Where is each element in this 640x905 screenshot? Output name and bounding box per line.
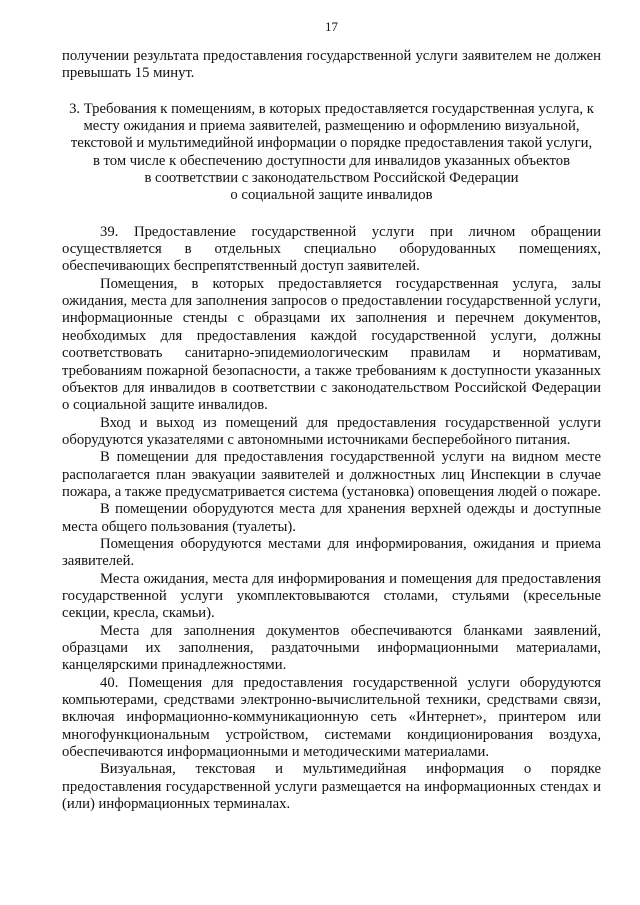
- paragraph-40: 40. Помещения для предоставления государственной услуги оборудуются компьютерами, средствами электронно-вычислительной техники, средствами связи, включая информационно-коммуникационную сеть «Интернет», принтером или многофункциональным устройством, системами кондиционирования воздуха, обеспечиваются информационными и методическими материалами.: [62, 674, 601, 761]
- document-body: [62, 48, 601, 813]
- paragraph-entrance-exit: Вход и выход из помещений для предоставления государственной услуги оборудуются указателями с автономными источниками бесперебойного питания.: [62, 414, 601, 448]
- heading-line: в соответствии с законодательством Российской Федерации: [144, 170, 519, 187]
- paragraph-evacuation-plan: В помещении для предоставления государственной услуги на видном месте располагается план эвакуации заявителей и должностных лиц Инспекции в случае пожара, а также предусматривается система (установка) оповещения людей о пожаре.: [62, 449, 601, 500]
- paragraph-furniture: Места ожидания, места для информирования и помещения для предоставления государственной услуги укомплектовываются столами, стульями (кресельные секции, кресла, скамьи).: [62, 570, 601, 622]
- continuation-paragraph: получении результата предоставления государственной услуги заявителем не должен превышать 15 минут.: [62, 48, 601, 82]
- heading-line: в том числе к обеспечению доступности для инвалидов указанных объектов: [92, 152, 571, 169]
- section-heading: [62, 101, 601, 205]
- paragraph-premises-requirements: Помещения, в которых предоставляется государственная услуга, залы ожидания, места для заполнения запросов о предоставлении государственной услуги, информационные стенды с образцами их заполнения и перечнем документов, необходимых для предоставления каждой государственной услуги, должны соответствовать санитарно-эпидемиологическим правилам и нормативам, требованиям пожарной безопасности, а также требованиям к доступности указанных объектов для инвалидов в соответствии с законодательством Российской Федерации о социальной защите инвалидов.: [62, 275, 601, 414]
- page-number: 17: [325, 19, 338, 34]
- paragraph-cloakroom: В помещении оборудуются места для хранения верхней одежды и доступные места общего пользования (туалеты).: [62, 501, 601, 535]
- heading-line: текстовой и мультимедийной информации о порядке предоставления такой услуги,: [70, 135, 593, 152]
- paragraph-waiting-areas: Помещения оборудуются местами для информирования, ожидания и приема заявителей.: [62, 535, 601, 570]
- heading-line: 3. Требования к помещениям, в которых предоставляется государственная услуга, к: [69, 100, 594, 117]
- heading-line: месту ожидания и приема заявителей, размещению и оформлению визуальной,: [83, 118, 580, 135]
- paragraph-39: 39. Предоставление государственной услуги при личном обращении осуществляется в отдельных специально оборудованных помещениях, обеспечивающих беспрепятственный доступ заявителей.: [62, 223, 601, 275]
- heading-line: о социальной защите инвалидов: [230, 187, 433, 204]
- paragraph-information-stands: Визуальная, текстовая и мультимедийная информация о порядке предоставления государственной услуги размещается на информационных стендах и (или) информационных терминалах.: [62, 761, 601, 813]
- paragraph-forms: Места для заполнения документов обеспечиваются бланками заявлений, образцами их заполнения, раздаточными информационными материалами, канцелярскими принадлежностями.: [62, 622, 601, 674]
